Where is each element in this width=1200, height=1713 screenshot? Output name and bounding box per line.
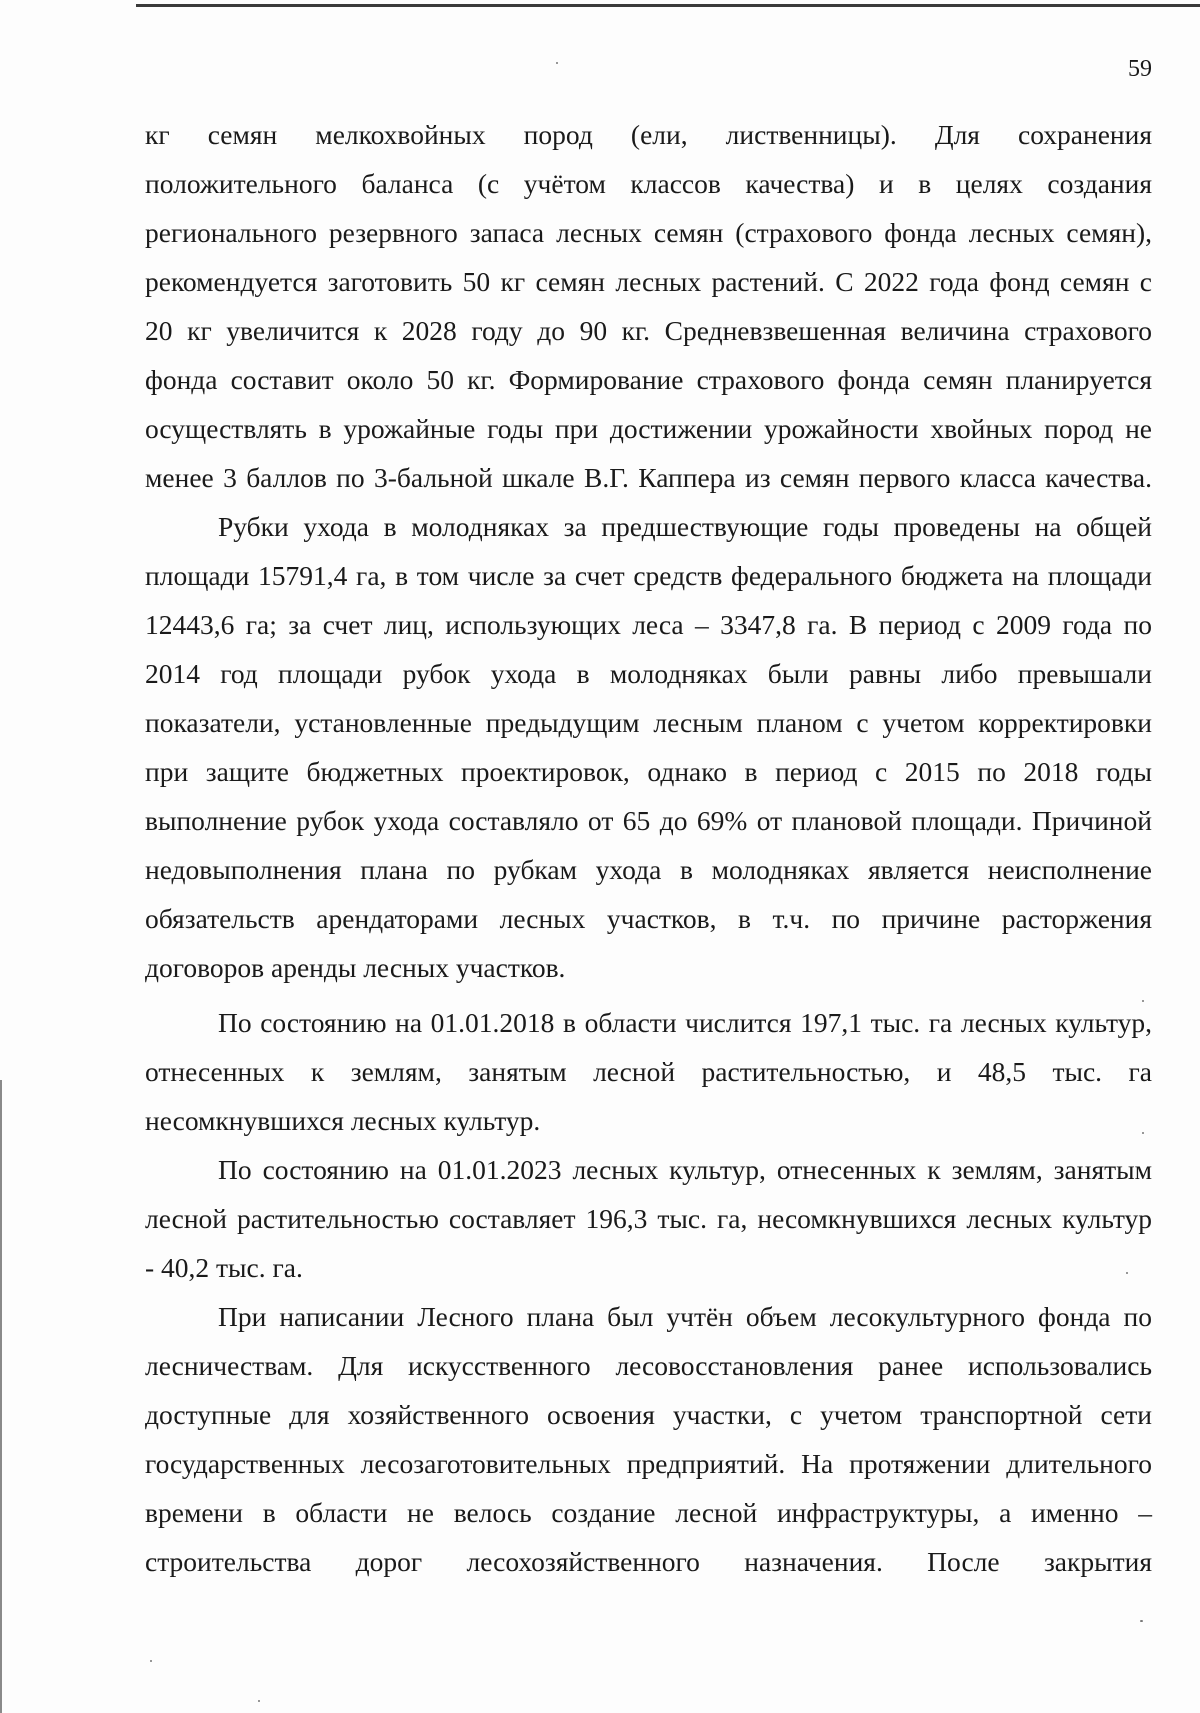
text-line: - 40,2 тыс. га.: [145, 1252, 303, 1283]
text-line: По состоянию на 01.01.2018 в области числится 197,1 тыс. га лесных культур,: [218, 1007, 1152, 1038]
text-line: отнесенных к землям, занятым лесной растительностью, и 48,5 тыс. га: [145, 1056, 1152, 1087]
text-line: показатели, установленные предыдущим лесным планом с учетом корректировки: [145, 707, 1152, 738]
text-line: менее 3 баллов по 3-бальной шкале В.Г. Каппера из семян первого класса качества.: [145, 462, 1152, 493]
scan-speck: [1142, 1132, 1144, 1134]
text-line: договоров аренды лесных участков.: [145, 952, 566, 983]
text-line: площади 15791,4 га, в том числе за счет средств федерального бюджета на площади: [145, 560, 1152, 591]
text-line: Рубки ухода в молодняках за предшествующие годы проведены на общей: [218, 511, 1152, 542]
text-line: времени в области не велось создание лесной инфраструктуры, а именно –: [145, 1497, 1152, 1528]
text-line: строительства дорог лесохозяйственного назначения. После закрытия: [145, 1546, 1152, 1577]
text-line: положительного баланса (с учётом классов качества) и в целях создания: [145, 168, 1152, 199]
text-line: 20 кг увеличится к 2028 году до 90 кг. Средневзвешенная величина страхового: [145, 315, 1152, 346]
text-line: несомкнувшихся лесных культур.: [145, 1105, 541, 1136]
text-line: лесной растительностью составляет 196,3 тыс. га, несомкнувшихся лесных культур: [145, 1203, 1152, 1234]
scan-speck: [1140, 1620, 1143, 1622]
text-line: кг семян мелкохвойных пород (ели, лиственницы). Для сохранения: [145, 119, 1152, 150]
scan-speck: [258, 1700, 260, 1702]
text-line: государственных лесозаготовительных предприятий. На протяжении длительного: [145, 1448, 1152, 1479]
text-line: 2014 год площади рубок ухода в молодняках были равны либо превышали: [145, 658, 1152, 689]
text-line: при защите бюджетных проектировок, однако в период с 2015 по 2018 годы: [145, 756, 1152, 787]
text-line: По состоянию на 01.01.2023 лесных культур, отнесенных к землям, занятым: [218, 1154, 1152, 1185]
text-line: лесничествам. Для искусственного лесовосстановления ранее использовались: [145, 1350, 1152, 1381]
scan-speck: [556, 62, 558, 64]
text-line: обязательств арендаторами лесных участков, в т.ч. по причине расторжения: [145, 903, 1152, 934]
text-line: регионального резервного запаса лесных семян (страхового фонда лесных семян),: [145, 217, 1152, 248]
text-line: выполнение рубок ухода составляло от 65 до 69% от плановой площади. Причиной: [145, 805, 1152, 836]
scan-top-edge: [136, 4, 1200, 7]
text-line: рекомендуется заготовить 50 кг семян лесных растений. С 2022 года фонд семян с: [145, 266, 1152, 297]
text-line: фонда составит около 50 кг. Формирование страхового фонда семян планируется: [145, 364, 1152, 395]
scan-speck: [150, 1660, 152, 1662]
page-number: 59: [1128, 56, 1152, 82]
scan-speck: [1126, 1272, 1128, 1274]
scan-left-edge: [0, 1080, 2, 1713]
text-line: осуществлять в урожайные годы при достижении урожайности хвойных пород не: [145, 413, 1152, 444]
text-line: При написании Лесного плана был учтён объем лесокультурного фонда по: [218, 1301, 1152, 1332]
text-line: доступные для хозяйственного освоения участки, с учетом транспортной сети: [145, 1399, 1152, 1430]
scan-speck: [1142, 1000, 1144, 1002]
text-line: недовыполнения плана по рубкам ухода в молодняках является неисполнение: [145, 854, 1152, 885]
text-line: 12443,6 га; за счет лиц, использующих леса – 3347,8 га. В период с 2009 года по: [145, 609, 1152, 640]
